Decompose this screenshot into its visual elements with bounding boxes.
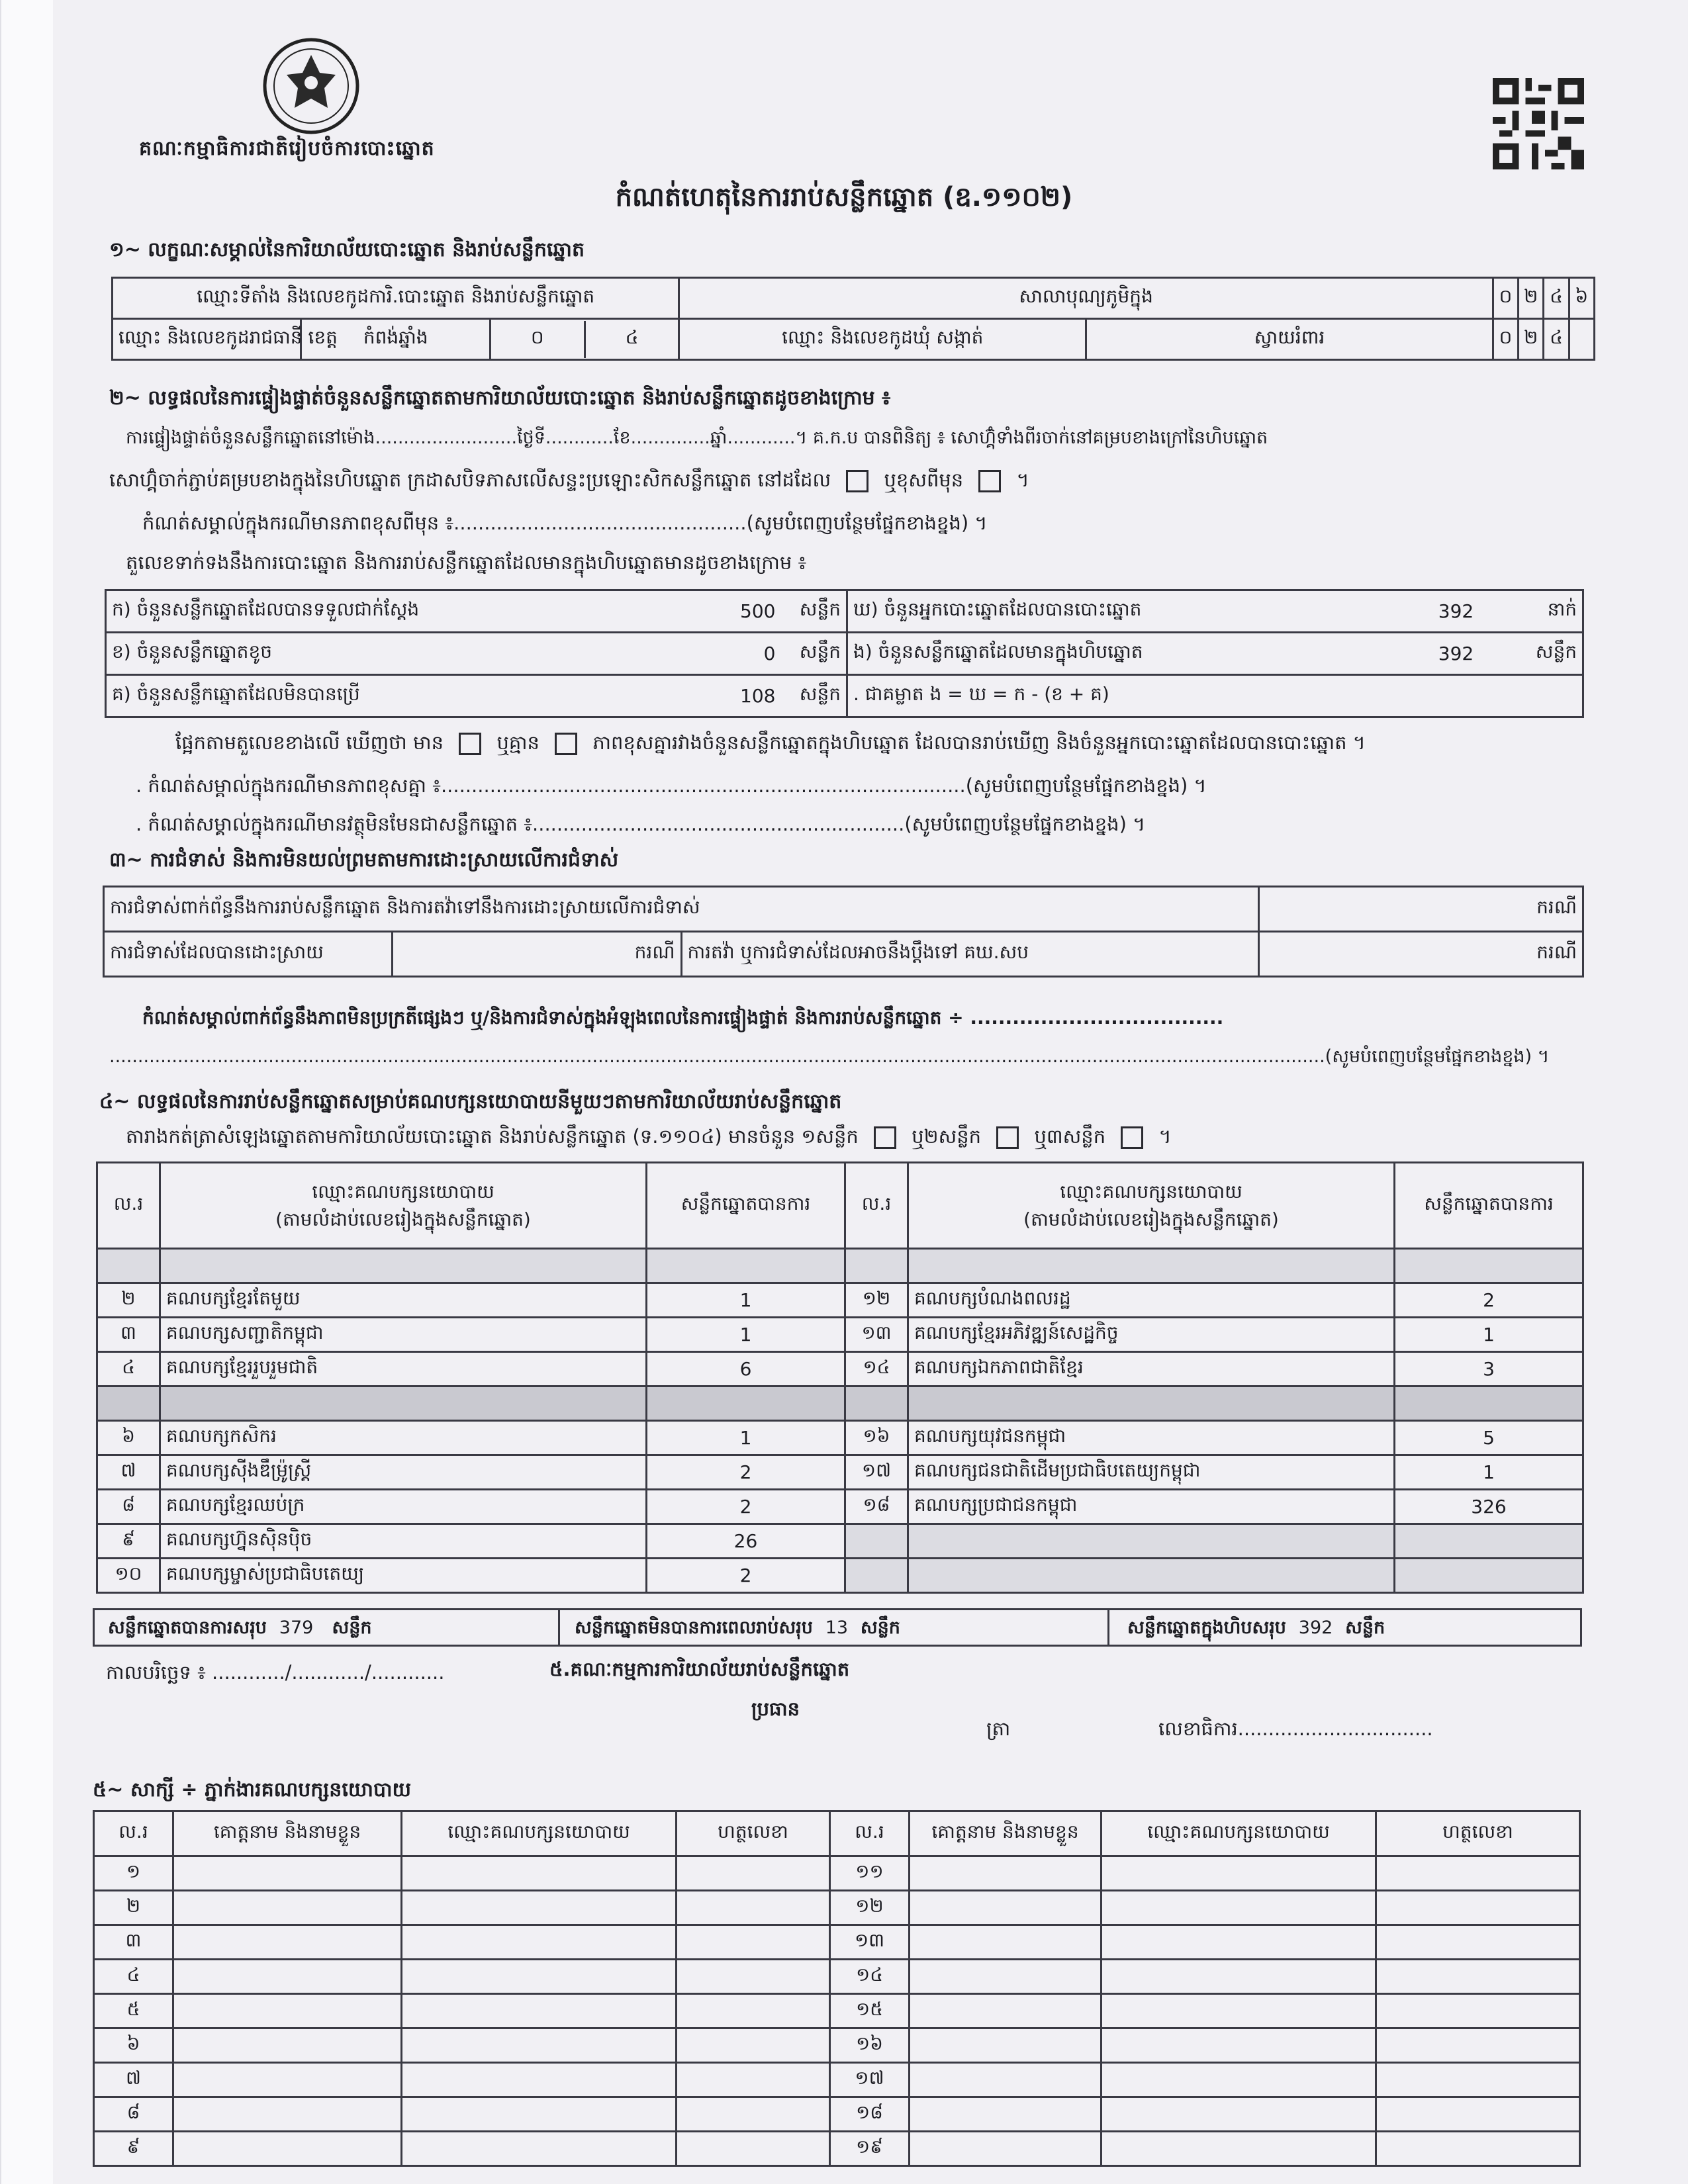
station-name-label: ឈ្មោះទីតាំង និងលេខកូដការិ.បោះឆ្នោត និងរាប់សន្លឹកឆ្នោត (113, 278, 679, 319)
province-code-digit: ០ (491, 321, 585, 358)
witness-name-cell[interactable] (173, 2132, 402, 2166)
same-checkbox[interactable] (846, 470, 868, 492)
party-name: គណបក្សខ្មែរឈប់ក្រ (160, 1490, 647, 1524)
irregularities-note: កំណត់សម្គាល់ពាក់ព័ន្ធនឹងភាពមិនប្រក្រតីផ្សេងៗ ឬ/និងការជំទាស់ក្នុងអំឡុងពេលនៃការផ្ទៀងផ្ទាត់ និងការរាប់សន្លឹកឆ្នោត ÷ .................................... (142, 1007, 1224, 1028)
witness-number: ៧ (94, 2063, 173, 2097)
party-votes: 1 (1395, 1318, 1583, 1352)
party-number: ៧ (97, 1455, 160, 1490)
col-votes-header: សន្លឹកឆ្នោតបានការ (647, 1163, 845, 1249)
witness-number: ១២ (830, 1891, 910, 1925)
witness-signature-cell[interactable] (1376, 1925, 1580, 1960)
witness-party-cell[interactable] (402, 1925, 677, 1960)
witness-signature-cell[interactable] (677, 1925, 830, 1960)
witness-signature-cell[interactable] (677, 2132, 830, 2166)
witness-party-cell[interactable] (1102, 1960, 1376, 1994)
party-number: ១៣ (845, 1318, 908, 1352)
page-edge (0, 0, 53, 2184)
divider (1107, 1610, 1109, 1645)
difference-check-line (175, 731, 1366, 759)
province-code (490, 319, 679, 360)
witness-signature-cell[interactable] (677, 1891, 830, 1925)
party-number (97, 1249, 160, 1283)
count-value-received: 500 (682, 590, 781, 633)
province-value: កំពង់ឆ្នាំង (301, 319, 490, 360)
total-valid-unit: សន្លឹក (332, 1617, 372, 1638)
party-votes: 326 (1395, 1490, 1583, 1524)
resolved-label: ការជំទាស់ដែលបានដោះស្រាយ (104, 932, 393, 977)
witness-row (94, 2097, 1580, 2132)
witness-row (94, 2132, 1580, 2166)
tally-sheet-end: ។ (1158, 1125, 1172, 1148)
seal-check-end: ។ (1016, 469, 1029, 491)
party-number: ១៨ (845, 1490, 908, 1524)
party-votes (647, 1249, 845, 1283)
two-sheets-label: ឬ២សន្លឹក (912, 1125, 982, 1148)
witness-name-cell[interactable] (173, 2028, 402, 2063)
total-invalid-value: 13 (825, 1617, 849, 1638)
table-row (97, 1283, 1583, 1318)
count-unit: សន្លឹក (781, 675, 847, 717)
witness-party-cell[interactable] (1102, 2097, 1376, 2132)
witness-row (94, 1856, 1580, 1891)
witness-row (94, 1994, 1580, 2028)
party-votes (1395, 1559, 1583, 1593)
tally-sheet-line (126, 1125, 1172, 1153)
total-in-box-label: សន្លឹកឆ្នោតក្នុងហិបសរុប (1127, 1617, 1286, 1638)
witness-signature-cell[interactable] (1376, 2097, 1580, 2132)
party-votes: 1 (647, 1283, 845, 1318)
party-votes (1395, 1249, 1583, 1283)
difference-note: . កំណត់សម្គាល់ក្នុងករណីមានភាពខុសគ្នា ៖......................................................................................(សូមបំពេញបន្ថែមផ្នែកខាងខ្នង) ។ (136, 774, 1207, 797)
col-number-header: ល.រ (94, 1811, 173, 1856)
total-valid-value: 379 (279, 1617, 314, 1638)
witness-number: ១៨ (830, 2097, 910, 2132)
col-name-header: គោត្តនាម និងនាមខ្លួន (910, 1811, 1102, 1856)
qr-code (1493, 78, 1584, 169)
party-name: គណបក្សខ្មែរអភិវឌ្ឍន៍សេដ្ឋកិច្ច (908, 1318, 1395, 1352)
no-difference-label: ឬគ្មាន (496, 731, 539, 754)
col-party-header (160, 1163, 647, 1249)
witness-number: ៨ (94, 2097, 173, 2132)
total-invalid-label: សន្លឹកឆ្នោតមិនបានការពេលរាប់សរុប (575, 1617, 813, 1638)
total-valid (108, 1617, 372, 1643)
station-code-digit: ២ (1519, 278, 1544, 319)
witness-row (94, 2028, 1580, 2063)
witness-party-cell[interactable] (1102, 2028, 1376, 2063)
party-votes: 26 (647, 1524, 845, 1559)
witness-row (94, 2063, 1580, 2097)
party-number: ១២ (845, 1283, 908, 1318)
party-name: គណបក្សឯកភាពជាតិខ្មែរ (908, 1352, 1395, 1387)
witness-name-cell[interactable] (910, 2132, 1102, 2166)
party-number: ៨ (97, 1490, 160, 1524)
count-unit: សន្លឹក (781, 590, 847, 633)
station-code-digit: ៦ (1569, 278, 1594, 319)
count-unit: សន្លឹក (1516, 633, 1583, 675)
witness-name-cell[interactable] (173, 1960, 402, 1994)
witness-party-cell[interactable] (1102, 1891, 1376, 1925)
witness-party-cell[interactable] (1102, 1994, 1376, 2028)
station-code-digit: ៤ (1544, 278, 1569, 319)
divider (558, 1610, 560, 1645)
witness-row (94, 1925, 1580, 1960)
party-number (845, 1387, 908, 1421)
date-line: កាលបរិច្ឆេទ ៖ ............/............/............ (106, 1661, 445, 1684)
party-votes: 1 (647, 1318, 845, 1352)
party-number: ២ (97, 1283, 160, 1318)
count-value-spoiled: 0 (682, 633, 781, 675)
party-votes: 1 (1395, 1455, 1583, 1490)
col-number-header: ល.រ (830, 1811, 910, 1856)
party-number (845, 1524, 908, 1559)
resolved-unit: ករណី (393, 932, 681, 977)
party-number: ៦ (97, 1421, 160, 1455)
table-row (97, 1352, 1583, 1387)
tally-sheet-text: តារាងកត់ត្រាសំឡេងឆ្នោតតាមការិយាល័យបោះឆ្នោត និងរាប់សន្លឹកឆ្នោត (ទ.១១០៤) មានចំនួន ១សន្លឹក (126, 1125, 859, 1148)
count-value-unused: 108 (682, 675, 781, 717)
witness-name-cell[interactable] (910, 2028, 1102, 2063)
party-name: គណបក្សសញ្ជាតិកម្ពុជា (160, 1318, 647, 1352)
witness-party-cell[interactable] (402, 2063, 677, 2097)
party-name (908, 1524, 1395, 1559)
party-votes: 1 (647, 1421, 845, 1455)
seal-check-text: សោហ្គ៊ុំចាក់ភ្ជាប់គម្របខាងក្នុងនៃហិបឆ្នោត ក្រដាសបិទភាសលើសន្ទះប្រឡោះសិកសន្លឹកឆ្នោត នៅដដែល (109, 469, 831, 491)
party-votes: 3 (1395, 1352, 1583, 1387)
different-checkbox[interactable] (978, 470, 1001, 492)
station-name-value: សាលាបុណ្យភូមិក្នុង (679, 278, 1493, 319)
witness-party-cell[interactable] (402, 2097, 677, 2132)
commune-code-digit: ៤ (1544, 319, 1569, 360)
party-name: គណបក្សហ្វ៊ុនស៊ិនប៉ិច (160, 1524, 647, 1559)
witness-party-cell[interactable] (1102, 2132, 1376, 2166)
stamp-label: ត្រា (986, 1717, 1011, 1740)
party-name (160, 1387, 647, 1421)
witness-name-cell[interactable] (173, 2097, 402, 2132)
verification-time-line: ការផ្ទៀងផ្ទាត់ចំនួនសន្លឹកឆ្នោតនៅម៉ោង.........................ថ្ងៃទី............ខែ..............ឆ្នាំ............។ គ.ក.ប បានពិនិត្យ ៖ សោហ្គ៊ុំទាំងពីរចាក់នៅគម្របខាងក្រៅនៃហិបឆ្នោត (126, 428, 1268, 448)
witness-signature-cell[interactable] (1376, 2028, 1580, 2063)
col-party-header: ឈ្មោះគណបក្សនយោបាយ (1102, 1811, 1376, 1856)
witness-number: ១ (94, 1856, 173, 1891)
party-name (908, 1559, 1395, 1593)
witness-party-cell[interactable] (402, 1891, 677, 1925)
witness-name-cell[interactable] (910, 1891, 1102, 1925)
irregularities-note-continued: ......................................................................................................................................................................................................................(សូមបំពេញបន្ថែមផ្នែកខាងខ្នង) ។ (109, 1046, 1550, 1067)
total-in-box-value: 392 (1298, 1617, 1333, 1638)
witness-name-cell[interactable] (173, 1891, 402, 1925)
three-sheets-label: ឬ៣សន្លឹក (1034, 1125, 1106, 1148)
party-name: គណបក្សប្រជាជនកម្ពុជា (908, 1490, 1395, 1524)
witness-number: ៤ (94, 1960, 173, 1994)
difference-check-desc: ភាពខុសគ្នារវាងចំនួនសន្លឹកឆ្នោតក្នុងហិបឆ្នោត ដែលបានរាប់ឃើញ និងចំនួនអ្នកបោះឆ្នោតដែលបានបោះឆ្នោត ។ (592, 731, 1366, 754)
witness-number: ៦ (94, 2028, 173, 2063)
count-value-in-box: 392 (1397, 633, 1516, 675)
commune-code-digit: ០ (1493, 319, 1518, 360)
party-name (160, 1249, 647, 1283)
witness-number: ៩ (94, 2132, 173, 2166)
witness-row (94, 1891, 1580, 1925)
table-row (97, 1455, 1583, 1490)
committee-title: ៥.គណៈកម្មការការិយាល័យរាប់សន្លឹកឆ្នោត (549, 1658, 850, 1680)
witness-name-cell[interactable] (173, 1856, 402, 1891)
count-label-voters: ឃ) ចំនួនអ្នកបោះឆ្នោតដែលបានបោះឆ្នោត (847, 590, 1397, 633)
count-label-in-box: ង) ចំនួនសន្លឹកឆ្នោតដែលមានក្នុងហិបឆ្នោត (847, 633, 1397, 675)
witness-party-cell[interactable] (1102, 1856, 1376, 1891)
table-row (97, 1524, 1583, 1559)
col-name-header: គោត្តនាម និងនាមខ្លួន (173, 1811, 402, 1856)
witness-name-cell[interactable] (910, 2097, 1102, 2132)
party-number: ១៦ (845, 1421, 908, 1455)
witness-row (94, 1960, 1580, 1994)
witness-party-cell[interactable] (402, 1994, 677, 2028)
col-party-header: ឈ្មោះគណបក្សនយោបាយ (402, 1811, 677, 1856)
col-party-title: ឈ្មោះគណបក្សនយោបាយ (1060, 1180, 1243, 1203)
table-row (97, 1421, 1583, 1455)
difference-note-line: កំណត់សម្គាល់ក្នុងករណីមានភាពខុសពីមុន ៖................................................(សូមបំពេញបន្ថែមផ្នែកខាងខ្នង) ។ (142, 512, 988, 534)
table-row (97, 1318, 1583, 1352)
section4-heading: ៤~ លទ្ធផលនៃការរាប់សន្លឹកឆ្នោតសម្រាប់គណបក្សនយោបាយនីមួយៗតាមការិយាល័យរាប់សន្លឹកឆ្នោត (99, 1090, 842, 1113)
party-number: ១០ (97, 1559, 160, 1593)
party-number: ១៤ (845, 1352, 908, 1387)
province-code-digit: ៤ (625, 326, 639, 348)
col-signature-header: ហត្ថលេខា (677, 1811, 830, 1856)
party-number (845, 1559, 908, 1593)
witness-number: ៥ (94, 1994, 173, 2028)
document-title: កំណត់ហេតុនៃការរាប់សន្លឹកឆ្នោត (ឧ.១១០២) (615, 182, 1073, 212)
table-row (97, 1559, 1583, 1593)
organization-name: គណៈកម្មាធិការជាតិរៀបចំការបោះឆ្នោត (139, 137, 435, 160)
col-number-header: ល.រ (845, 1163, 908, 1249)
party-votes: 5 (1395, 1421, 1583, 1455)
section5-heading: ៥~ សាក្សី ÷ ភ្នាក់ងារគណបក្សនយោបាយ (93, 1778, 412, 1801)
party-votes: 2 (647, 1559, 845, 1593)
witness-signature-cell[interactable] (1376, 1856, 1580, 1891)
party-number: ១៧ (845, 1455, 908, 1490)
party-votes: 6 (647, 1352, 845, 1387)
party-name: គណបក្សស៊ីងឌឹម៉្រូស្ត្រី (160, 1455, 647, 1490)
party-number: ៣ (97, 1318, 160, 1352)
witness-table (93, 1810, 1581, 2167)
count-label-spoiled: ខ) ចំនួនសន្លឹកឆ្នោតខូច (106, 633, 682, 675)
party-name (908, 1387, 1395, 1421)
witness-number: ១៧ (830, 2063, 910, 2097)
col-party-subtitle: (តាមលំដាប់លេខរៀងក្នុងសន្លឹកឆ្នោត) (275, 1208, 531, 1230)
party-name: គណបក្សកសិករ (160, 1421, 647, 1455)
witness-name-cell[interactable] (910, 1856, 1102, 1891)
count-formula: . ជាគម្លាត ង = ឃ = ក - (ខ + គ) (847, 675, 1583, 717)
party-name: គណបក្សជនជាតិដើមប្រជាធិបតេយ្យកម្ពុជា (908, 1455, 1395, 1490)
witness-party-cell[interactable] (1102, 1925, 1376, 1960)
witness-name-cell[interactable] (910, 1994, 1102, 2028)
witness-signature-cell[interactable] (1376, 1994, 1580, 2028)
party-name: គណបក្សខ្មែរតែមួយ (160, 1283, 647, 1318)
party-name: គណបក្សបំណងពលរដ្ឋ (908, 1283, 1395, 1318)
count-value-voters: 392 (1397, 590, 1516, 633)
witness-number: ១៣ (830, 1925, 910, 1960)
section2-heading: ២~ លទ្ធផលនៃការផ្ទៀងផ្ទាត់ចំនួនសន្លឹកឆ្នោតតាមការិយាល័យបោះឆ្នោត និងរាប់សន្លឹកឆ្នោតដូចខាងក្រោម ៖ (109, 387, 891, 410)
ballot-counts-table (105, 589, 1584, 718)
total-in-box-unit: សន្លឹក (1345, 1617, 1385, 1638)
total-in-box (1127, 1617, 1385, 1643)
witness-signature-cell[interactable] (677, 1960, 830, 1994)
party-name: គណបក្សខ្មែររួបរួមជាតិ (160, 1352, 647, 1387)
party-name: គណបក្សម្ចាស់ប្រជាធិបតេយ្យ (160, 1559, 647, 1593)
witness-number: ១៩ (830, 2132, 910, 2166)
witness-name-cell[interactable] (173, 1994, 402, 2028)
objection-unit: ករណី (1259, 887, 1583, 932)
witness-name-cell[interactable] (910, 1925, 1102, 1960)
witness-name-cell[interactable] (173, 2063, 402, 2097)
party-name (908, 1249, 1395, 1283)
witness-signature-cell[interactable] (677, 1994, 830, 2028)
chair-label: ប្រធាន (751, 1698, 800, 1720)
witness-number: ៣ (94, 1925, 173, 1960)
has-difference-checkbox[interactable] (459, 733, 481, 755)
party-votes (1395, 1387, 1583, 1421)
commune-code-digit (1569, 319, 1594, 360)
two-sheets-checkbox[interactable] (996, 1126, 1019, 1149)
witness-name-cell[interactable] (910, 2063, 1102, 2097)
table-row (97, 1249, 1583, 1283)
one-sheet-checkbox[interactable] (874, 1126, 896, 1149)
no-difference-checkbox[interactable] (555, 733, 577, 755)
table-row (97, 1387, 1583, 1421)
different-label: ឬខុសពីមុន (884, 469, 964, 491)
party-votes: 2 (647, 1455, 845, 1490)
party-votes (647, 1387, 845, 1421)
count-label-received: ក) ចំនួនសន្លឹកឆ្នោតដែលបានទទួលជាក់ស្តែង (106, 590, 682, 633)
witness-number: ២ (94, 1891, 173, 1925)
party-name: គណបក្សយុវជនកម្ពុជា (908, 1421, 1395, 1455)
appeal-unit: ករណី (1259, 932, 1583, 977)
witness-number: ១៥ (830, 1994, 910, 2028)
total-invalid (575, 1617, 900, 1643)
total-invalid-unit: សន្លឹក (860, 1617, 900, 1638)
witness-party-cell[interactable] (402, 1856, 677, 1891)
commune-value: ស្វាយរំពារ (1086, 319, 1493, 360)
witness-signature-cell[interactable] (1376, 2132, 1580, 2166)
witness-number: ១៤ (830, 1960, 910, 1994)
commune-label: ឈ្មោះ និងលេខកូដឃុំ សង្កាត់ (679, 319, 1086, 360)
witness-number: ១៦ (830, 2028, 910, 2063)
count-label-unused: គ) ចំនួនសន្លឹកឆ្នោតដែលមិនបានប្រើ (106, 675, 682, 717)
witness-signature-cell[interactable] (1376, 1891, 1580, 1925)
count-unit: សន្លឹក (781, 633, 847, 675)
section3-heading: ៣~ ការជំទាស់ និងការមិនយល់ព្រមតាមការដោះស្រាយលើការជំទាស់ (109, 848, 619, 872)
station-code-digit: ០ (1493, 278, 1518, 319)
witness-party-cell[interactable] (402, 2028, 677, 2063)
total-valid-label: សន្លឹកឆ្នោតបានការសរុប (108, 1617, 267, 1638)
seal-check-line (109, 469, 1029, 496)
witness-name-cell[interactable] (173, 1925, 402, 1960)
witness-signature-cell[interactable] (677, 2097, 830, 2132)
appeal-label: ការតវ៉ា ឬការជំទាស់ដែលអាចនឹងប្តឹងទៅ គឃ.សប (681, 932, 1259, 977)
objection-label: ការជំទាស់ពាក់ព័ន្ធនឹងការរាប់សន្លឹកឆ្នោត និងការតវ៉ាទៅនឹងការដោះស្រាយលើការជំទាស់ (104, 887, 1259, 932)
party-votes: 2 (1395, 1283, 1583, 1318)
party-results-table (96, 1161, 1584, 1594)
non-ballot-note: . កំណត់សម្គាល់ក្នុងករណីមានវត្ថុមិនមែនជាសន្លឹកឆ្នោត ៖.............................................................(សូមបំពេញបន្ថែមផ្នែកខាងខ្នង) ។ (136, 813, 1146, 835)
witness-signature-cell[interactable] (677, 1856, 830, 1891)
witness-number: ១១ (830, 1856, 910, 1891)
witness-signature-cell[interactable] (1376, 1960, 1580, 1994)
difference-check-text: ផ្អែកតាមតួលេខខាងលើ ឃើញថា មាន (175, 731, 444, 754)
col-signature-header: ហត្ថលេខា (1376, 1811, 1580, 1856)
objections-table (103, 886, 1584, 978)
witness-signature-cell[interactable] (1376, 2063, 1580, 2097)
witness-party-cell[interactable] (1102, 2063, 1376, 2097)
col-votes-header: សន្លឹកឆ្នោតបានការ (1395, 1163, 1583, 1249)
province-label: ឈ្មោះ និងលេខកូដរាជធានី ខេត្ត (113, 319, 301, 360)
table-row (97, 1490, 1583, 1524)
col-number-header: ល.រ (97, 1163, 160, 1249)
party-votes (1395, 1524, 1583, 1559)
figures-intro-line: តួលេខទាក់ទងនឹងការបោះឆ្នោត និងការរាប់សន្លឹកឆ្នោតដែលមានក្នុងហិបឆ្នោតមានដូចខាងក្រោម ៖ (126, 551, 807, 574)
national-election-committee-logo (261, 36, 361, 136)
witness-party-cell[interactable] (402, 2132, 677, 2166)
party-number: ៤ (97, 1352, 160, 1387)
witness-name-cell[interactable] (910, 1960, 1102, 1994)
commune-code-digit: ២ (1519, 319, 1544, 360)
party-number: ៩ (97, 1524, 160, 1559)
party-number (97, 1387, 160, 1421)
witness-party-cell[interactable] (402, 1960, 677, 1994)
count-unit: នាក់ (1516, 590, 1583, 633)
secretary-label: លេខាធិការ................................ (1158, 1717, 1433, 1740)
section1-heading: ១~ លក្ខណៈសម្គាល់នៃការិយាល័យបោះឆ្នោត និងរាប់សន្លឹកឆ្នោត (109, 238, 585, 261)
col-party-header (908, 1163, 1395, 1249)
col-party-title: ឈ្មោះគណបក្សនយោបាយ (312, 1180, 494, 1203)
witness-signature-cell[interactable] (677, 2028, 830, 2063)
three-sheets-checkbox[interactable] (1121, 1126, 1143, 1149)
totals-bar (93, 1608, 1582, 1647)
polling-station-table (111, 277, 1595, 361)
col-party-subtitle: (តាមលំដាប់លេខរៀងក្នុងសន្លឹកឆ្នោត) (1023, 1208, 1279, 1230)
party-votes: 2 (647, 1490, 845, 1524)
party-number (845, 1249, 908, 1283)
witness-signature-cell[interactable] (677, 2063, 830, 2097)
